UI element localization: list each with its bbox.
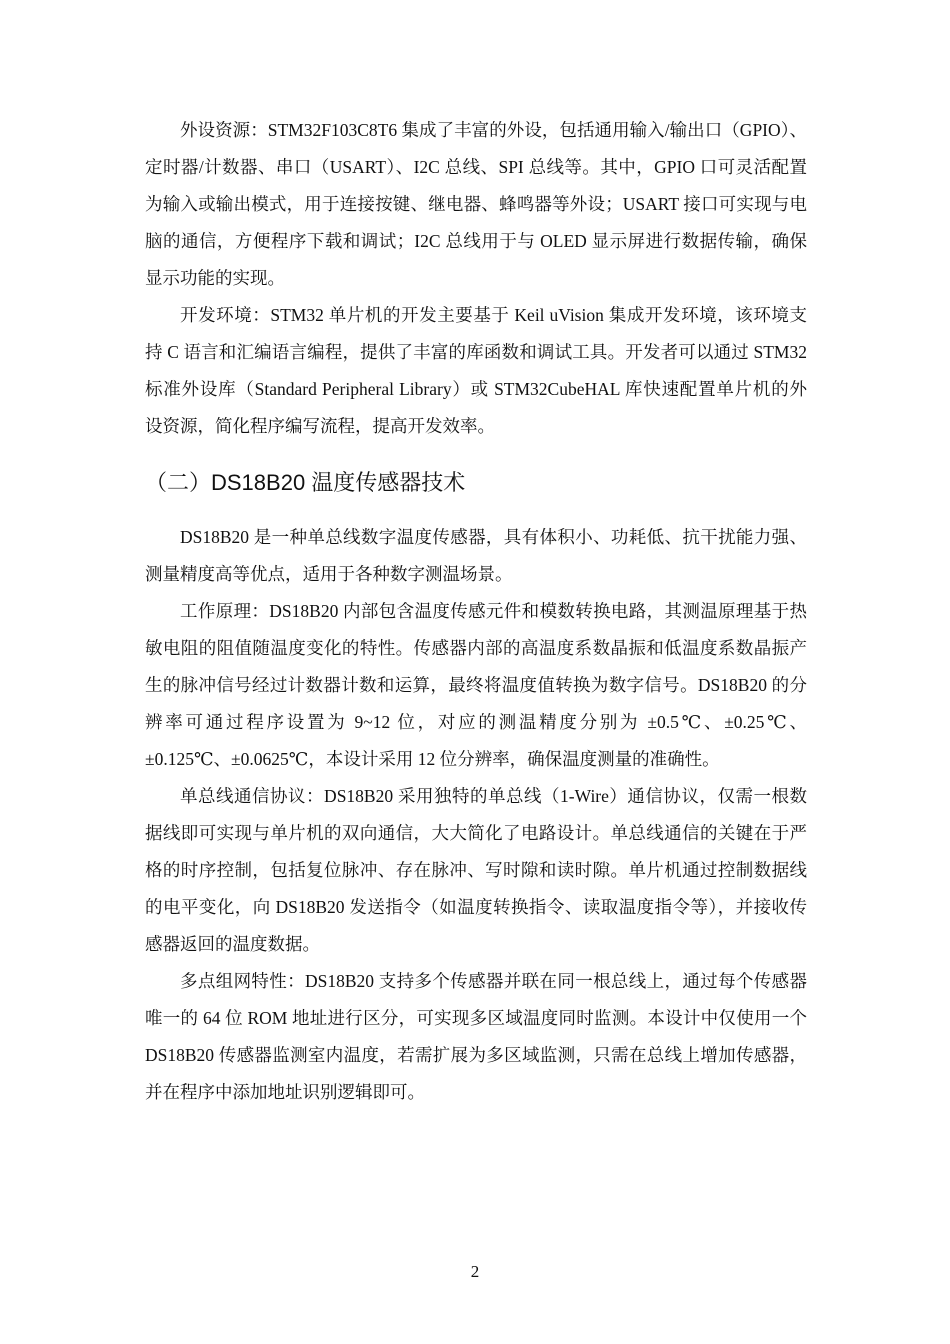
paragraph-multipoint-network: 多点组网特性：DS18B20 支持多个传感器并联在同一根总线上，通过每个传感器唯一的 64 位 ROM 地址进行区分，可实现多区域温度同时监测。本设计中仅使用一个 DS18B20 传感器监测室内温度，若需扩展为多区域监测，只需在总线上增加传感器，并在程序中添加地址识别逻辑即可。 [145,971,807,1102]
document-page [145,112,807,1111]
paragraph-working-principle: 工作原理：DS18B20 内部包含温度传感元件和模数转换电路，其测温原理基于热敏电阻的阻值随温度变化的特性。传感器内部的高温度系数晶振和低温度系数晶振产生的脉冲信号经过计数器计数和运算，最终将温度值转换为数字信号。DS18B20 的分辨率可通过程序设置为 9~12 位，对应的测温精度分别为 ±0.5℃、±0.25℃、±0.125℃、±0.0625℃，本设计采用 12 位分辨率，确保温度测量的准确性。 [145,601,807,769]
paragraph-one-wire-protocol: 单总线通信协议：DS18B20 采用独特的单总线（1-Wire）通信协议，仅需一根数据线即可实现与单片机的双向通信，大大简化了电路设计。单总线通信的关键在于严格的时序控制，包括复位脉冲、存在脉冲、写时隙和读时隙。单片机通过控制数据线的电平变化，向 DS18B20 发送指令（如温度转换指令、读取温度指令等），并接收传感器返回的温度数据。 [145,786,807,954]
section-heading: （二）DS18B20 温度传感器技术 [145,470,466,495]
paragraph-development-environment: 开发环境：STM32 单片机的开发主要基于 Keil uVision 集成开发环境，该环境支持 C 语言和汇编语言编程，提供了丰富的库函数和调试工具。开发者可以通过 STM32 标准外设库（Standard Peripheral Library）或 STM32CubeHAL 库快速配置单片机的外设资源，简化程序编写流程，提高开发效率。 [145,305,807,436]
paragraph-peripheral-resources: 外设资源：STM32F103C8T6 集成了丰富的外设，包括通用输入/输出口（GPIO）、定时器/计数器、串口（USART）、I2C 总线、SPI 总线等。其中，GPIO 口可灵活配置为输入或输出模式，用于连接按键、继电器、蜂鸣器等外设；USART 接口可实现与电脑的通信，方便程序下载和调试；I2C 总线用于与 OLED 显示屏进行数据传输，确保显示功能的实现。 [145,120,807,288]
paragraph-ds18b20-intro: DS18B20 是一种单总线数字温度传感器，具有体积小、功耗低、抗干扰能力强、测量精度高等优点，适用于各种数字测温场景。 [145,527,807,584]
page-number: 2 [470,1262,480,1281]
